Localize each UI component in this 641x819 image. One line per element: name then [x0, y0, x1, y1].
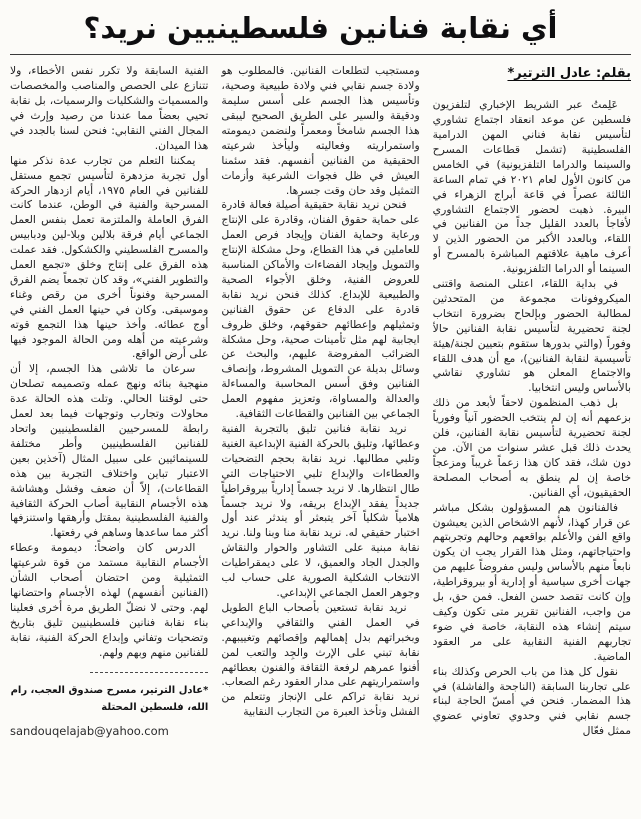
paragraph: نريد نقابة فنانين تليق بالتجربة الفنية وعطائها، وتليق بالحركة الفنية الإبداعية الغنية وتلبي مطالبها. نريد نقابة بحجم التضحيات والعطاءات والإبداع تلبي الاحتياجات التي طال انتظارها. لا نريد جسماً إدارياً بيروقراطياً جديداً يفقد الإبداع بريقه، ولا نريد جسماً هلامياً شكلياً آخر يتبعثر أو يندثر عند أول اختبار حقيقي له. نريد نقابة منا وبنا ولنا. نريد نقابة مبنية على التشاور والحوار والنقاش والجدل الجاد والعميق، لا على ديمقراطيات الانتخاب الشكلية الصورية على حساب لب وجوهر العمل الجماعي الإبداعي. [221, 422, 420, 599]
paragraph: يمكننا التعلم من تجارب عدة نذكر منها أول تجربة مزدهرة لتأسيس تجمع مستقل للفنانين في العام ١٩٧٥، أيام ازدهار الحركة المسرحية والفنية في الوطن، عندما كانت الفرق العاملة والملتزمة تعمل بنفس العمل الجماعي أيام فرقة بلالين وبلا-لين ودبابيس والمسرح الفلسطيني والكشكول. فقد عملت هذه الفرق على إنتاج وخلق «تجمع العمل والتطوير الفني»، وقد كان تجمعاً يضم الفرق المسرحية وفنوناً أخرى من رقص وغناء وموسيقى. وكان في حينها العمل الفني في أوج عطائه. وأخذ حينها هذا التجمع قوته وشرعيته من أهله ومن الحالة الموجود فيها على أرض الواقع. [10, 153, 209, 361]
page-title: أي نقابة فنانين فلسطينيين نريد؟ [83, 11, 558, 45]
paragraph: الفنية السابقة ولا تكرر نفس الأخطاء، ولا تتنازع على الحصص والمناصب والمخصصات والمسميات والشكليات والرسميات، بل نقابة تحيي بعضاً مما عندنا من رصيد وإرث في المجال الفني النقابي: فنحن لسنا بالجدد في هذا الميدان. [10, 64, 209, 152]
paragraph: سرعان ما تلاشى هذا الجسم، إلا أن منهجية بنائه ونهج عمله وتصميمه تصلحان حتى لوقتنا الحالي. وتلت هذه الحالة عدة محاولات وتجارب وتوجهات فيما بعد لعمل رابطة للمسرحيين الفلسطينيين واتحاد للفنانين الفلسطينيين وأطر مختلفة للسينمائيين على سبيل المثال (آخذين بعين الاعتبار تباين واختلاف التجربة بين هذه القطاعات)، إلاّ أن ضعف وفشل وهشاشة هذه الأجسام النقابية أصاب الحركة الثقافية والفنية الفلسطينية بمقتل وأرهقها واستنزفها أكثر مما ساعدها وساهم في رفعتها. [10, 362, 209, 540]
paragraph: فالفنانون هم المسؤولون بشكل مباشر عن قرار كهذا، لأنهم الاشخاص الذين يعيشون واقع الفن والأعلم بواقعهم وحالهم وتجربتهم واحتياجاتهم، ومثل هذا القرار يجب ان يكون نابعاً منهم بالأساس وليس مفروضاً عليهم من جهات أخرى سياسية أو إدارية أو بيروقراطية، وإن كانت تقصد حسن الفعل. فمن حق، بل من واجب، الفنانين تقرير متى تكون وكيف سيتم إنشاء هذه النقابة، خاصة في ضوء تجاربهم الفنية النقابية على مر العقود الماضية. [432, 500, 631, 663]
footnote-separator [90, 672, 208, 673]
article-column-left [10, 64, 208, 815]
column-left-paragraphs [10, 64, 208, 660]
paragraph: نقول كل هذا من باب الحرص وكذلك بناء على تجاربنا السابقة (الناجحة والفاشلة) في هذا المضمار. فنحن في أمسّ الحاجة لبناء جسم نقابي فني وحدوي تعاوني عضوي ممثل فعّال [432, 664, 631, 738]
byline: بقلم: عادل الترتير* [507, 66, 631, 82]
paragraph: فنحن نريد نقابة حقيقية أصيلة فعالة قادرة على حماية حقوق الفنان، وقادرة على الإنتاج ورعاية وحماية الفنان وإيجاد فرص العمل للعاملين في هذا القطاع، وحل مشكلة الإنتاج والتمويل وإيجاد الفضاءات والأماكن المناسبة للعروض الفنية، وخلق الأجواء الصحية والطبيعية للإبداع. كذلك فنحن نريد نقابة قادرة على الدفاع عن حقوق الفنانين وتمثيلهم وإعطائهم حقوقهم، وخلق ظروف ايجابية لهم مثل تأمينات صحية، وحل مشكلة الضرائب المفروضة عليهم، والبحث عن وسائل بديلة عن التمويل المشروط، وإنصاف الفنانين وفق أسس المحاسبة والمساءلة والعدالة والمساواة، وتعزيز مفهوم العمل الجماعي بين الفنانين والقطاعات الثقافية. [221, 198, 420, 421]
paragraph: في بداية اللقاء، اعتلى المنصة واقتنى الميكروفونات مجموعة من المتحدثين لمطالبة الحضور وبإلحاح بضرورة انتخاب لجنة تحضيرية لتأسيس نقابة الفنانين حالاً وفوراً (والتي بدورها ستقوم بتعيين لجنة/هيئة تأسيسية لنقابة الفنانين)، مع أن هدف اللقاء والاجتماع المعلن هو تشاوري نقاشي بالأساس وليس انتخابيا. [432, 277, 631, 395]
title-divider [10, 54, 631, 55]
paragraph: نريد نقابة تستعين بأصحاب الباع الطويل في العمل الفني والثقافي والإبداعي وبخبراتهم بدل إهمالهم وإقصائهم وتغييبهم. نقابة تبني على الإرث والجِد والتعب لمن أفنوا عمرهم لرفعة الثقافة والفنون بعطائهم واستمراريتهم على مدار العقود رغم الصعاب. نريد نقابة تراكم على الإنجاز وتتعلم من الفشل وتأخذ العبرة من التجارب النقابية [221, 600, 420, 719]
footnote-email: sandouqelajab@yahoo.com [10, 723, 169, 738]
paragraph: ومستجيب لتطلعات الفنانين. فالمطلوب هو ولادة جسم نقابي فني ولادة طبيعية وصحية، وتأسيس هذا الجسم على أسس سليمة ودقيقة والسير على الطريق الصحيح ليبقى هذا الجسم شامخاً ومعمراً ولنضمن ديمومته واستمراريته وفعاليته وليأخذ شرعيته الحقيقية من الفنانين أنفسهم. فقد سئمنا العيش في ظل فجوات الشرعية وأزمات التمثيل وقد حان وقت جسرها. [221, 64, 420, 197]
article-column-middle [221, 64, 419, 815]
paragraph: بل ذهب المنظمون لاحقاً لأبعد من ذلك بزعمهم أنه إن لم ينتخب الحضور آنياً وفورياً لجنة تحضيرية لتأسيس نقابة الفنانين، فلن يحدث ذلك قبل عشر سنوات من الآن. من دون شك، فقد كان هذا زعماً غريباً ومزعجاً خاصة إن لم ينطق به أصحاب المصلحة الحقيقيون، أي الفنانين. [432, 396, 631, 499]
paragraph: عَلِمتُ عبر الشريط الإخباري لتلفزيون فلسطين عن موعد انعقاد اجتماع تشاوري لتأسيس نقابة فناني المهن الدرامية الفلسطينية (تشمل قطاعات المسرح والسينما والدراما التلفزيونية) في الخامس من كانون الأول لعام ٢٠٢١ في تمام الساعة الثالثة عصراً في قاعة أبراج الزهراء في البيرة. ذهبت لحضور الاجتماع التشاوري لأفاجأ بالعدد القليل جداً من الفنانين في اللقاء، وبالعدد الأكبر من الحضور الذين لا أعرف ماهية علاقتهم المباشرة بالمسرح أو السينما أو الدراما التلفزيونية. [432, 98, 631, 276]
footnote-author: *عادل الترتير، مسرح صندوق العجب، رام الله، فلسطين المحتلة [10, 684, 209, 713]
column-middle-paragraphs [221, 64, 419, 720]
article-column-right [433, 64, 631, 815]
column-right-paragraphs [433, 98, 631, 739]
paragraph: الدرس كان واضحاً: ديمومة وعطاء الأجسام النقابية مستمد من قوة شرعيتها التمثيلية ومن احتضان أصحاب الشأن (الفنانين أنفسهم) لهذه الأجسام واحتضانها لهم. وحتى لا نضلّ الطريق مرة أخرى فعلينا بناء نقابة فنانين فلسطينيين تليق بتاريخ وتضحيات وتفاني وإبداع الحركة الفنية، نقابة للفنانين منهم وبهم ولهم. [10, 541, 209, 659]
article-body [10, 64, 631, 815]
